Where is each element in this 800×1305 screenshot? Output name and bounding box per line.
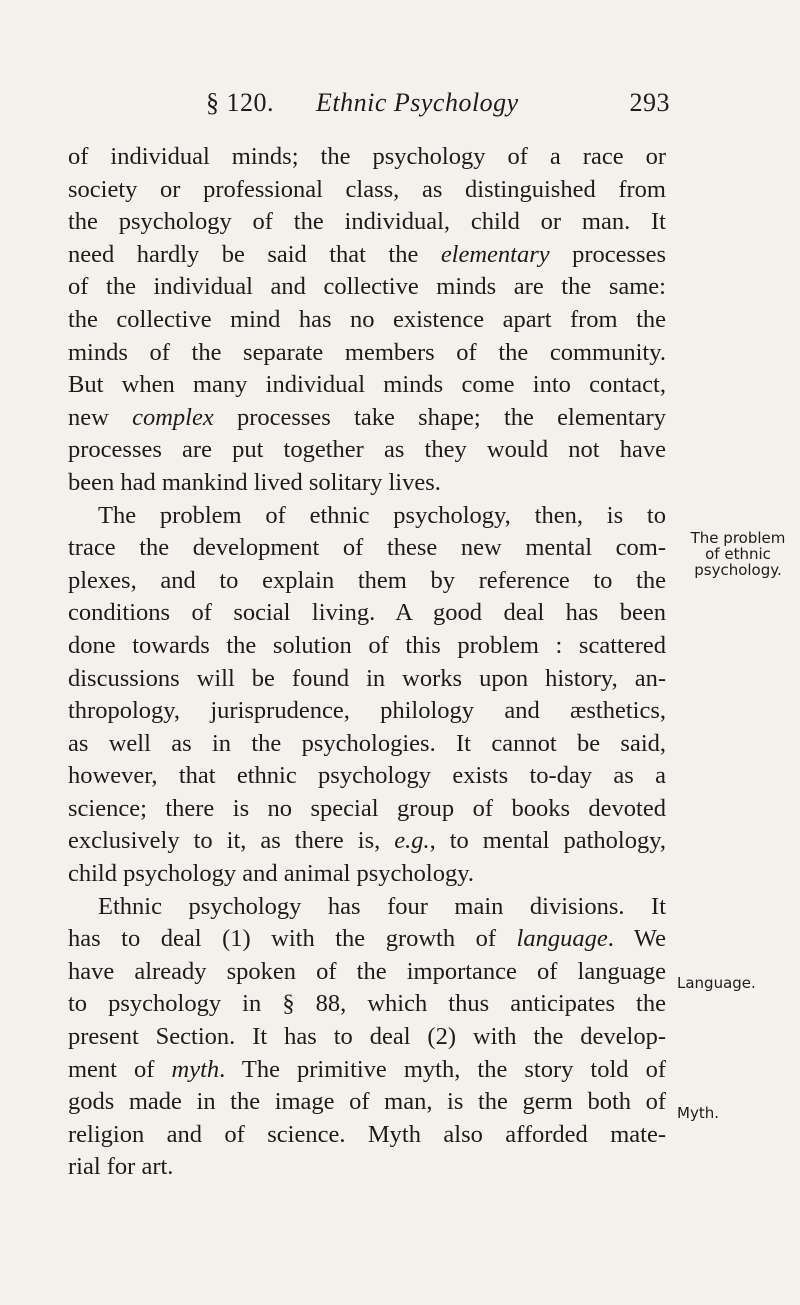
- text-run: . We: [607, 925, 666, 953]
- text-run: processes take shape; the elementary: [213, 403, 666, 431]
- text-line: processes are put together as they would not have: [68, 436, 666, 464]
- text-line: [68, 239, 666, 272]
- text-line: of individual minds; the psychology of a race or: [68, 143, 666, 170]
- margin-note-problem: [676, 530, 800, 578]
- text-line: But when many individual minds come into contact,: [68, 371, 666, 399]
- text-run: processes: [549, 240, 666, 268]
- running-title: Ethnic Psychology: [316, 88, 519, 117]
- italic-term: myth: [171, 1055, 220, 1083]
- text-run: , to mental pathology,: [429, 827, 666, 855]
- text-line: [68, 402, 666, 435]
- text-line: conditions of social living. A good deal has been: [68, 599, 666, 627]
- italic-term: complex: [132, 403, 214, 431]
- running-header: [206, 88, 670, 128]
- text-line: have already spoken of the importance of language: [68, 957, 666, 985]
- italic-term: e.g.: [394, 827, 430, 855]
- paragraph-start-line: Ethnic psychology has four main divisions. It: [98, 892, 666, 920]
- text-line: plexes, and to explain them by reference to the: [68, 566, 666, 594]
- margin-note-line: psychology.: [694, 561, 782, 579]
- text-line: thropology, jurisprudence, philology and æsthetics,: [68, 697, 666, 725]
- margin-note-line: of ethnic: [705, 545, 771, 563]
- text-line: [68, 1054, 666, 1087]
- margin-note-line: The problem: [690, 529, 786, 547]
- text-run: new: [68, 403, 133, 431]
- text-line: the psychology of the individual, child or man. It: [68, 208, 666, 236]
- text-line: [68, 923, 666, 956]
- text-line: however, that ethnic psychology exists to-day as a: [68, 762, 666, 790]
- text-line: [68, 825, 666, 858]
- body-text: [68, 141, 666, 1184]
- text-run: exclusively to it, as there is,: [68, 827, 395, 855]
- text-line: been had mankind lived solitary lives.: [68, 468, 441, 496]
- paragraph-start-line: The problem of ethnic psychology, then, is to: [98, 501, 666, 529]
- text-line: minds of the separate members of the community.: [68, 338, 666, 366]
- text-line: present Section. It has to deal (2) with the develop-: [68, 1023, 666, 1051]
- page-number: 293: [629, 88, 670, 117]
- italic-term: elementary: [440, 240, 550, 268]
- text-run: . The primitive myth, the story told of: [219, 1055, 666, 1083]
- text-line: to psychology in § 88, which thus anticipates the: [68, 990, 666, 1018]
- text-line: the collective mind has no existence apart from the: [68, 305, 666, 333]
- text-line: as well as in the psychologies. It cannot be said,: [68, 729, 666, 757]
- text-line: done towards the solution of this problem : scattered: [68, 631, 666, 659]
- text-run: need hardly be said that the: [68, 240, 441, 268]
- text-run: has to deal (1) with the growth of: [68, 925, 517, 953]
- text-line: society or professional class, as distinguished from: [68, 175, 666, 203]
- text-line: trace the development of these new mental com-: [68, 534, 666, 562]
- text-line: child psychology and animal psychology.: [68, 860, 474, 888]
- text-line: rial for art.: [68, 1153, 174, 1181]
- italic-term: language: [516, 925, 608, 953]
- margin-note-myth: Myth.: [677, 1104, 719, 1122]
- text-line: gods made in the image of man, is the germ both of: [68, 1088, 666, 1116]
- text-line: discussions will be found in works upon history, an-: [68, 664, 666, 692]
- text-run: ment of: [68, 1055, 172, 1083]
- margin-note-language: Language.: [677, 974, 756, 992]
- section-number: § 120.: [206, 88, 274, 117]
- text-line: religion and of science. Myth also afforded mate-: [68, 1120, 666, 1148]
- text-line: of the individual and collective minds are the same:: [68, 273, 666, 301]
- text-line: science; there is no special group of books devoted: [68, 794, 666, 822]
